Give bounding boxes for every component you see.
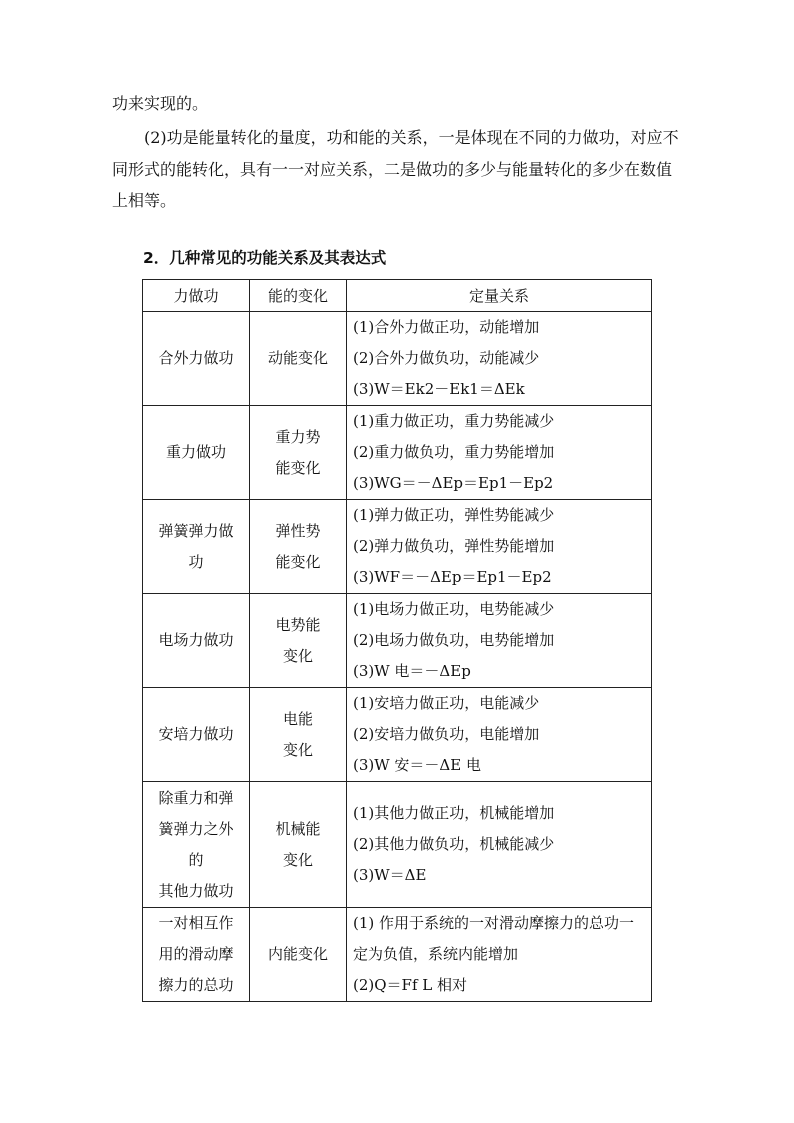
change-cell: 重力势 能变化 xyxy=(250,406,347,500)
relation-cell: (1)重力做正功，重力势能减少 (2)重力做负功，重力势能增加 (3)WG＝－ΔEp＝Ep1－Ep2 xyxy=(347,406,652,500)
force-cell: 一对相互作 用的滑动摩 擦力的总功 xyxy=(143,908,250,1002)
table-row xyxy=(143,688,652,782)
change-cell: 内能变化 xyxy=(250,908,347,1002)
force-cell: 弹簧弹力做 功 xyxy=(143,500,250,594)
table-header-row xyxy=(143,280,652,312)
force-cell: 合外力做功 xyxy=(143,312,250,406)
intro-paragraph: (2)功是能量转化的量度，功和能的关系，一是体现在不同的力做功，对应不同形式的能转化，具有一一对应关系，二是做功的多少与能量转化的多少在数值上相等。 xyxy=(112,128,679,210)
change-cell: 动能变化 xyxy=(250,312,347,406)
header-change: 能的变化 xyxy=(250,280,347,312)
force-cell: 电场力做功 xyxy=(143,594,250,688)
force-cell: 安培力做功 xyxy=(143,688,250,782)
table-row xyxy=(143,312,652,406)
section-title: 2．几种常见的功能关系及其表达式 xyxy=(143,249,387,267)
relation-cell: (1)电场力做正功，电势能减少 (2)电场力做负功，电势能增加 (3)W 电＝－ΔEp xyxy=(347,594,652,688)
relation-cell: (1)其他力做正功，机械能增加 (2)其他力做负功，机械能减少 (3)W＝ΔE xyxy=(347,782,652,908)
relation-cell: (1)弹力做正功，弹性势能减少 (2)弹力做负功，弹性势能增加 (3)WF＝－ΔEp＝Ep1－Ep2 xyxy=(347,500,652,594)
relation-cell: (1)安培力做正功，电能减少 (2)安培力做负功，电能增加 (3)W 安＝－ΔE 电 xyxy=(347,688,652,782)
change-cell: 电能 变化 xyxy=(250,688,347,782)
header-force: 力做功 xyxy=(143,280,250,312)
change-cell: 电势能 变化 xyxy=(250,594,347,688)
table-row xyxy=(143,782,652,908)
relation-cell: (1)合外力做正功，动能增加 (2)合外力做负功，动能减少 (3)W＝Ek2－Ek1＝ΔEk xyxy=(347,312,652,406)
relation-cell: (1) 作用于系统的一对滑动摩擦力的总功一定为负值，系统内能增加 (2)Q＝Ff L 相对 xyxy=(347,908,652,1002)
force-cell: 除重力和弹 簧弹力之外 的 其他力做功 xyxy=(143,782,250,908)
change-cell: 弹性势 能变化 xyxy=(250,500,347,594)
force-cell: 重力做功 xyxy=(143,406,250,500)
header-relation: 定量关系 xyxy=(347,280,652,312)
table-row xyxy=(143,406,652,500)
table-row xyxy=(143,908,652,1002)
table-row xyxy=(143,594,652,688)
table-row xyxy=(143,500,652,594)
change-cell: 机械能 变化 xyxy=(250,782,347,908)
intro-line: 功来实现的。 xyxy=(112,94,209,113)
work-energy-table xyxy=(142,279,652,1002)
